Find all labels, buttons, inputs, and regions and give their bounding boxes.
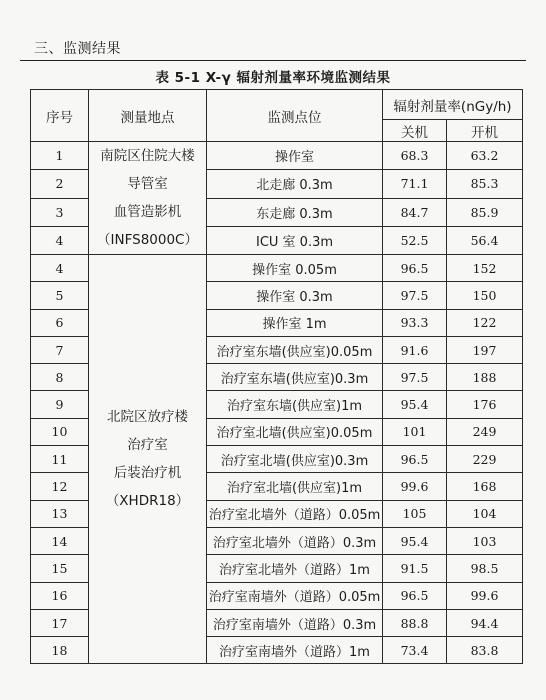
location-line: （XHDR18） bbox=[105, 493, 190, 510]
cell-seq: 6 bbox=[31, 309, 89, 336]
cell-point: 治疗室东墙(供应室)1m bbox=[207, 391, 383, 418]
cell-dose-on: 85.9 bbox=[447, 198, 523, 226]
cell-dose-off: 91.6 bbox=[383, 336, 447, 363]
cell-dose-off: 68.3 bbox=[383, 142, 447, 170]
location-line: 北院区放疗楼 bbox=[107, 409, 188, 426]
cell-point: 治疗室南墙外（道路）0.3m bbox=[207, 609, 383, 636]
cell-dose-on: 168 bbox=[447, 473, 523, 500]
cell-dose-on: 152 bbox=[447, 255, 523, 282]
table-row bbox=[31, 142, 523, 170]
cell-dose-off: 91.5 bbox=[383, 555, 447, 582]
cell-seq: 4 bbox=[31, 255, 89, 282]
cell-seq: 4 bbox=[31, 226, 89, 254]
location-line: 治疗室 bbox=[127, 437, 168, 454]
cell-seq: 11 bbox=[31, 446, 89, 473]
cell-seq: 3 bbox=[31, 198, 89, 226]
cell-dose-off: 73.4 bbox=[383, 637, 447, 664]
cell-seq: 18 bbox=[31, 637, 89, 664]
cell-seq: 13 bbox=[31, 500, 89, 527]
cell-dose-on: 99.6 bbox=[447, 582, 523, 609]
cell-dose-on: 197 bbox=[447, 336, 523, 363]
cell-dose-on: 229 bbox=[447, 446, 523, 473]
cell-seq: 14 bbox=[31, 527, 89, 554]
header-seq: 序号 bbox=[31, 90, 89, 142]
cell-point: 东走廊 0.3m bbox=[207, 198, 383, 226]
cell-seq: 7 bbox=[31, 336, 89, 363]
cell-dose-off: 96.5 bbox=[383, 582, 447, 609]
cell-seq: 1 bbox=[31, 142, 89, 170]
cell-seq: 17 bbox=[31, 609, 89, 636]
cell-dose-off: 97.5 bbox=[383, 282, 447, 309]
header-dose-rate: 辐射剂量率(nGy/h) bbox=[383, 90, 523, 120]
cell-dose-off: 101 bbox=[383, 418, 447, 445]
cell-point: 操作室 0.3m bbox=[207, 282, 383, 309]
table-body bbox=[31, 142, 523, 664]
cell-seq: 15 bbox=[31, 555, 89, 582]
header-off: 关机 bbox=[383, 120, 447, 142]
location-line: 血管造影机 bbox=[113, 204, 182, 220]
cell-dose-off: 84.7 bbox=[383, 198, 447, 226]
location-line: 后装治疗机 bbox=[113, 465, 182, 482]
cell-dose-off: 105 bbox=[383, 500, 447, 527]
cell-point: 治疗室南墙外（道路）0.05m bbox=[207, 582, 383, 609]
table-caption: 表 5-1 X-γ 辐射剂量率环境监测结果 bbox=[155, 70, 391, 86]
table-row bbox=[31, 255, 523, 282]
cell-point: 北走廊 0.3m bbox=[207, 170, 383, 198]
cell-seq: 2 bbox=[31, 170, 89, 198]
cell-dose-on: 176 bbox=[447, 391, 523, 418]
cell-point: ICU 室 0.3m bbox=[207, 226, 383, 254]
cell-point: 治疗室北墙外（道路）0.05m bbox=[207, 500, 383, 527]
cell-point: 治疗室北墙(供应室)0.3m bbox=[207, 446, 383, 473]
section-heading: 三、监测结果 bbox=[34, 41, 121, 57]
cell-point: 治疗室南墙外（道路）1m bbox=[207, 637, 383, 664]
cell-dose-off: 95.4 bbox=[383, 391, 447, 418]
heading-rule bbox=[20, 60, 526, 61]
cell-point: 操作室 0.05m bbox=[207, 255, 383, 282]
cell-dose-on: 56.4 bbox=[447, 226, 523, 254]
cell-seq: 16 bbox=[31, 582, 89, 609]
header-on: 开机 bbox=[447, 120, 523, 142]
cell-dose-on: 103 bbox=[447, 527, 523, 554]
cell-point: 治疗室北墙(供应室)0.05m bbox=[207, 418, 383, 445]
cell-point: 治疗室北墙(供应室)1m bbox=[207, 473, 383, 500]
cell-dose-on: 122 bbox=[447, 309, 523, 336]
cell-point: 操作室 1m bbox=[207, 309, 383, 336]
header-location: 测量地点 bbox=[89, 90, 207, 142]
results-table bbox=[30, 89, 523, 664]
cell-point: 操作室 bbox=[207, 142, 383, 170]
location-line: （INFS8000C） bbox=[97, 232, 198, 248]
cell-dose-off: 71.1 bbox=[383, 170, 447, 198]
cell-seq: 5 bbox=[31, 282, 89, 309]
cell-dose-on: 63.2 bbox=[447, 142, 523, 170]
cell-dose-off: 96.5 bbox=[383, 255, 447, 282]
cell-location bbox=[89, 255, 207, 664]
cell-point: 治疗室北墙外（道路）1m bbox=[207, 555, 383, 582]
cell-point: 治疗室东墙(供应室)0.05m bbox=[207, 336, 383, 363]
cell-seq: 9 bbox=[31, 391, 89, 418]
cell-dose-on: 83.8 bbox=[447, 637, 523, 664]
cell-dose-off: 96.5 bbox=[383, 446, 447, 473]
cell-seq: 8 bbox=[31, 364, 89, 391]
cell-dose-on: 94.4 bbox=[447, 609, 523, 636]
cell-dose-off: 93.3 bbox=[383, 309, 447, 336]
cell-location bbox=[89, 142, 207, 255]
cell-dose-off: 99.6 bbox=[383, 473, 447, 500]
cell-dose-on: 188 bbox=[447, 364, 523, 391]
header-point: 监测点位 bbox=[207, 90, 383, 142]
cell-dose-on: 249 bbox=[447, 418, 523, 445]
cell-dose-on: 85.3 bbox=[447, 170, 523, 198]
cell-dose-on: 150 bbox=[447, 282, 523, 309]
cell-dose-off: 97.5 bbox=[383, 364, 447, 391]
cell-dose-on: 104 bbox=[447, 500, 523, 527]
location-line: 南院区住院大楼 bbox=[100, 148, 195, 164]
cell-dose-off: 95.4 bbox=[383, 527, 447, 554]
location-line: 导管室 bbox=[127, 176, 168, 192]
cell-point: 治疗室北墙外（道路）0.3m bbox=[207, 527, 383, 554]
cell-dose-on: 98.5 bbox=[447, 555, 523, 582]
cell-point: 治疗室东墙(供应室)0.3m bbox=[207, 364, 383, 391]
cell-dose-off: 88.8 bbox=[383, 609, 447, 636]
cell-seq: 12 bbox=[31, 473, 89, 500]
cell-seq: 10 bbox=[31, 418, 89, 445]
cell-dose-off: 52.5 bbox=[383, 226, 447, 254]
